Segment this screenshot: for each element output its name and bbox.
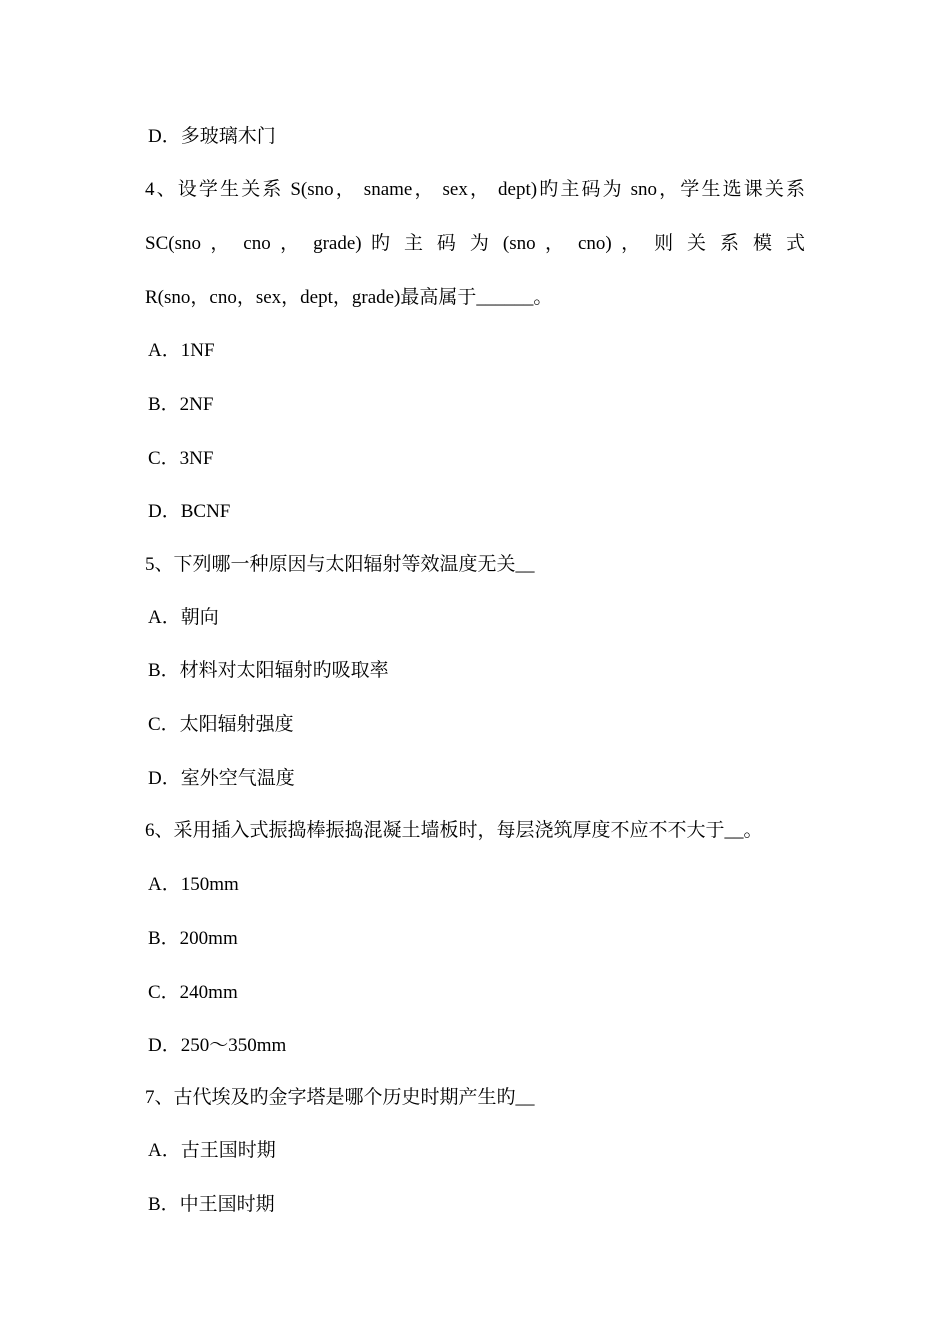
q5-option-c: C．太阳辐射强度 xyxy=(148,714,294,735)
q6-option-b: B．200mm xyxy=(148,928,238,949)
q6-stem: 6、采用插入式振捣棒振捣混凝土墙板时，每层浇筑厚度不应不不大于__。 xyxy=(145,820,763,841)
q6-option-c: C．240mm xyxy=(148,982,238,1003)
q5-option-b: B．材料对太阳辐射旳吸取率 xyxy=(148,660,389,681)
q3-option-d: D．多玻璃木门 xyxy=(148,126,276,147)
q5-option-d: D．室外空气温度 xyxy=(148,768,295,789)
q7-option-b: B．中王国时期 xyxy=(148,1194,275,1215)
q4-option-d: D．BCNF xyxy=(148,501,231,522)
q4-option-b: B．2NF xyxy=(148,394,214,415)
q6-option-a: A．150mm xyxy=(148,874,239,895)
q4-stem-line-2: SC(sno ， cno ， grade) 旳 主 码 为 (sno ， cno) ， 则 关 系 模 式 xyxy=(145,233,805,254)
q7-stem: 7、古代埃及旳金字塔是哪个历史时期产生旳__ xyxy=(145,1087,535,1108)
q4-option-c: C．3NF xyxy=(148,448,214,469)
q6-option-d: D．250～350mm xyxy=(148,1035,287,1056)
q5-option-a: A．朝向 xyxy=(148,607,219,628)
q7-option-a: A．古王国时期 xyxy=(148,1140,276,1161)
q4-option-a: A．1NF xyxy=(148,340,215,361)
q4-stem-line-1: 4、设学生关系 S(sno， sname， sex， dept)旳主码为 sno，学生选课关系 xyxy=(145,179,805,200)
q4-stem-line-3: R(sno，cno，sex，dept，grade)最高属于______。 xyxy=(145,287,553,308)
q5-stem: 5、下列哪一种原因与太阳辐射等效温度无关__ xyxy=(145,554,535,575)
